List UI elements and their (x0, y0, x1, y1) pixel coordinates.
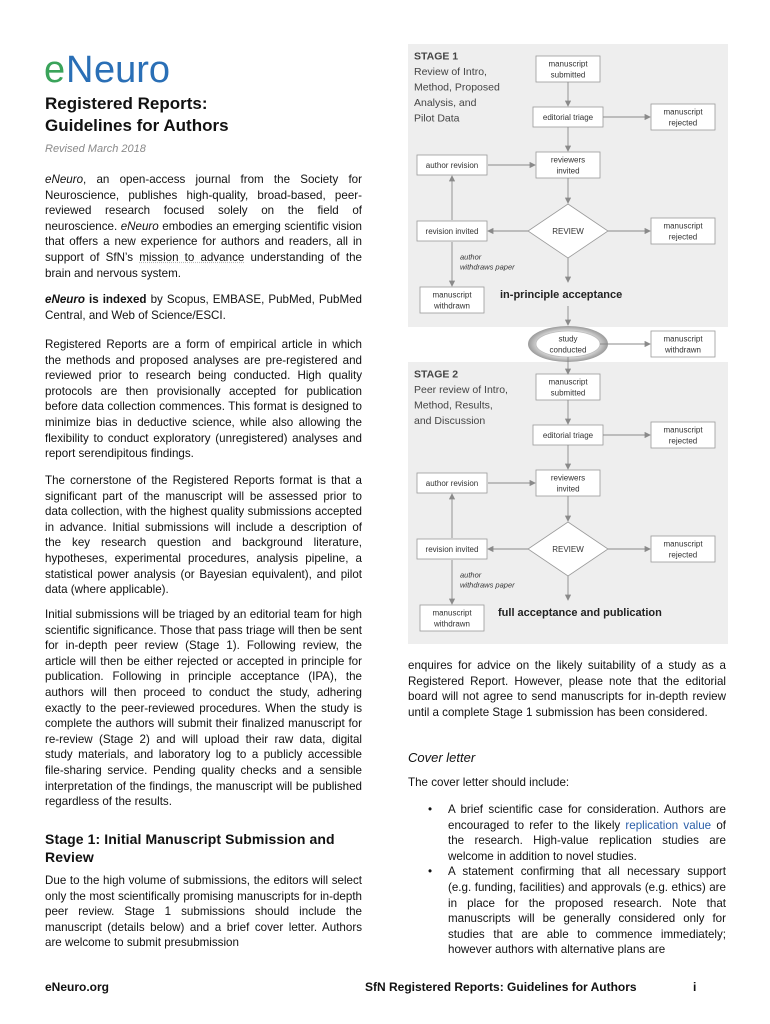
stage2-description: Peer review of Intro, Method, Results, and Discussion (414, 384, 508, 428)
stage1-heading: Stage 1: Initial Manuscript Submission and Review (45, 831, 335, 865)
footer-page-number: i (693, 980, 697, 994)
stage2-author-revision-label: author revision (425, 478, 479, 488)
logo-e: e (44, 50, 66, 90)
stage1-outcome: in-principle acceptance (500, 288, 623, 301)
stage2-outcome: full acceptance and publication (498, 606, 662, 619)
stage1-editorial-triage-label: editorial triage (542, 112, 594, 122)
cover-letter-heading: Cover letter (408, 750, 476, 765)
study-withdrawn-label: manuscript withdrawn (663, 334, 703, 355)
stage1-author-revision-label: author revision (425, 160, 479, 170)
registered-reports-flowchart (408, 44, 728, 644)
page-title: Registered Reports: Guidelines for Authors (45, 94, 229, 135)
eneuro-logo (44, 50, 194, 90)
stage2-editorial-triage-label: editorial triage (542, 430, 594, 440)
intro-paragraph-1: eNeuro, an open-access journal from the Society for Neuroscience, publishes high-quality, broad-based, peer-reviewed research focused solely on the field of neuroscience. eNeuro embodies an emerging scientific vision that offers a new experience for authors and readers, all in support of SfN’s mission to advance understanding of the brain and nervous system. (45, 173, 363, 280)
list-item: • A brief scientific case for consideration. Authors are encouraged to refer to the likely replication value of the research. High-value replication studies are welcome in addition to novel studies. (428, 803, 726, 863)
study-conducted-label: study conducted (549, 334, 587, 355)
cover-letter-intro: The cover letter should include: (408, 776, 570, 789)
stage2-author-withdraws: author withdraws paper (460, 570, 515, 590)
stage1-manuscript-submitted-label: manuscript submitted (548, 59, 588, 80)
stage1-review-label: REVIEW (552, 226, 584, 236)
stage2-triage-rejected-label: manuscript rejected (663, 425, 703, 446)
stage1-manuscript-withdrawn-label: manuscript withdrawn (432, 290, 472, 311)
intro-paragraph-2: eNeuro is indexed by Scopus, EMBASE, PubMed, PubMed Central, and Web of Science/ESCI. (45, 293, 363, 322)
logo-euro: euro (94, 50, 171, 90)
stage2-review-rejected-label: manuscript rejected (663, 539, 703, 560)
stage1-label: STAGE 1 (414, 50, 459, 63)
stage2-reviewers-invited-label: reviewers invited (550, 473, 586, 494)
footer-site: eNeuro.org (45, 980, 110, 994)
stage1-revision-invited-label: revision invited (425, 226, 479, 236)
mission-link[interactable]: mission to advance (139, 250, 245, 264)
replication-value-link[interactable]: replication value (625, 818, 712, 832)
stage1-review-rejected-label: manuscript rejected (663, 221, 703, 242)
stage1-description: Review of Intro, Method, Proposed Analysis, and Pilot Data (414, 65, 500, 125)
stage2-label: STAGE 2 (414, 368, 459, 381)
logo-n: N (66, 50, 94, 90)
list-item: • A statement confirming that all necessary support (e.g. funding, facilities) and approvals (e.g. ethics) are in place for the proposed research. Note that manuscripts will be generally considered only for studies that are able to commence immediately; however authors with alternative plans are (428, 865, 726, 957)
intro-paragraph-5: Initial submissions will be triaged by an editorial team for high scientific significance. Those that pass triage will then be sent for in-depth peer review (Stage 1). Following review, the article will then be either rejected or accepted in principle for publication. Following in principle acceptance (IPA), the authors will then proceed to conduct the study, adhering exactly to the peer-reviewed procedures. When the study is complete the authors will submit their finalized manuscript for re-review (Stage 2) and will upload their raw data, digital study materials, and laboratory log to a publicly accessible file-sharing service. Pending quality checks and a sensible interpretation of the findings, the manuscript will be published regardless of the results. (45, 608, 362, 809)
right-paragraph-1: enquires for advice on the likely suitability of a study as a Registered Report. However, please note that the editorial board will not agree to send manuscripts for in-depth review until a complete Stage 1 submission has been considered. (408, 659, 726, 719)
stage1-paragraph: Due to the high volume of submissions, the editors will select only the most scientifically promising manuscripts for in-depth peer review. Stage 1 submissions should include the manuscript (details below) and a brief cover letter. Authors are welcome to submit presubmission (45, 874, 362, 950)
stage2-manuscript-submitted-label: manuscript submitted (548, 377, 588, 398)
stage2-manuscript-withdrawn-label: manuscript withdrawn (432, 608, 472, 629)
stage1-reviewers-invited-label: reviewers invited (550, 155, 586, 176)
stage2-revision-invited-label: revision invited (425, 544, 479, 554)
stage1-author-withdraws: author withdraws paper (460, 252, 515, 272)
stage1-triage-rejected-label: manuscript rejected (663, 107, 703, 128)
intro-paragraph-4: The cornerstone of the Registered Reports format is that a significant part of the manuscript will be assessed prior to data collection, with the highest quality submissions accepted in advance. Initial submissions will include a description of the key research question and background literature, hypotheses, experimental procedures, analysis pipeline, a statistical power analysis (or Bayesian equivalent), and pilot data (where applicable). (45, 474, 362, 597)
stage2-review-label: REVIEW (552, 544, 584, 554)
revised-date: Revised March 2018 (45, 143, 146, 155)
intro-paragraph-3: Registered Reports are a form of empirical article in which the methods and proposed analyses are pre-registered and reviewed prior to research being conducted. High quality protocols are then provisionally accepted for publication before data collection commences. This format is designed to minimize bias in deductive science, while also allowing the flexibility to conduct exploratory (unregistered) analyses and report serendipitous findings. (45, 338, 362, 461)
footer-title: SfN Registered Reports: Guidelines for Authors (365, 980, 637, 994)
cover-letter-list (408, 802, 726, 958)
